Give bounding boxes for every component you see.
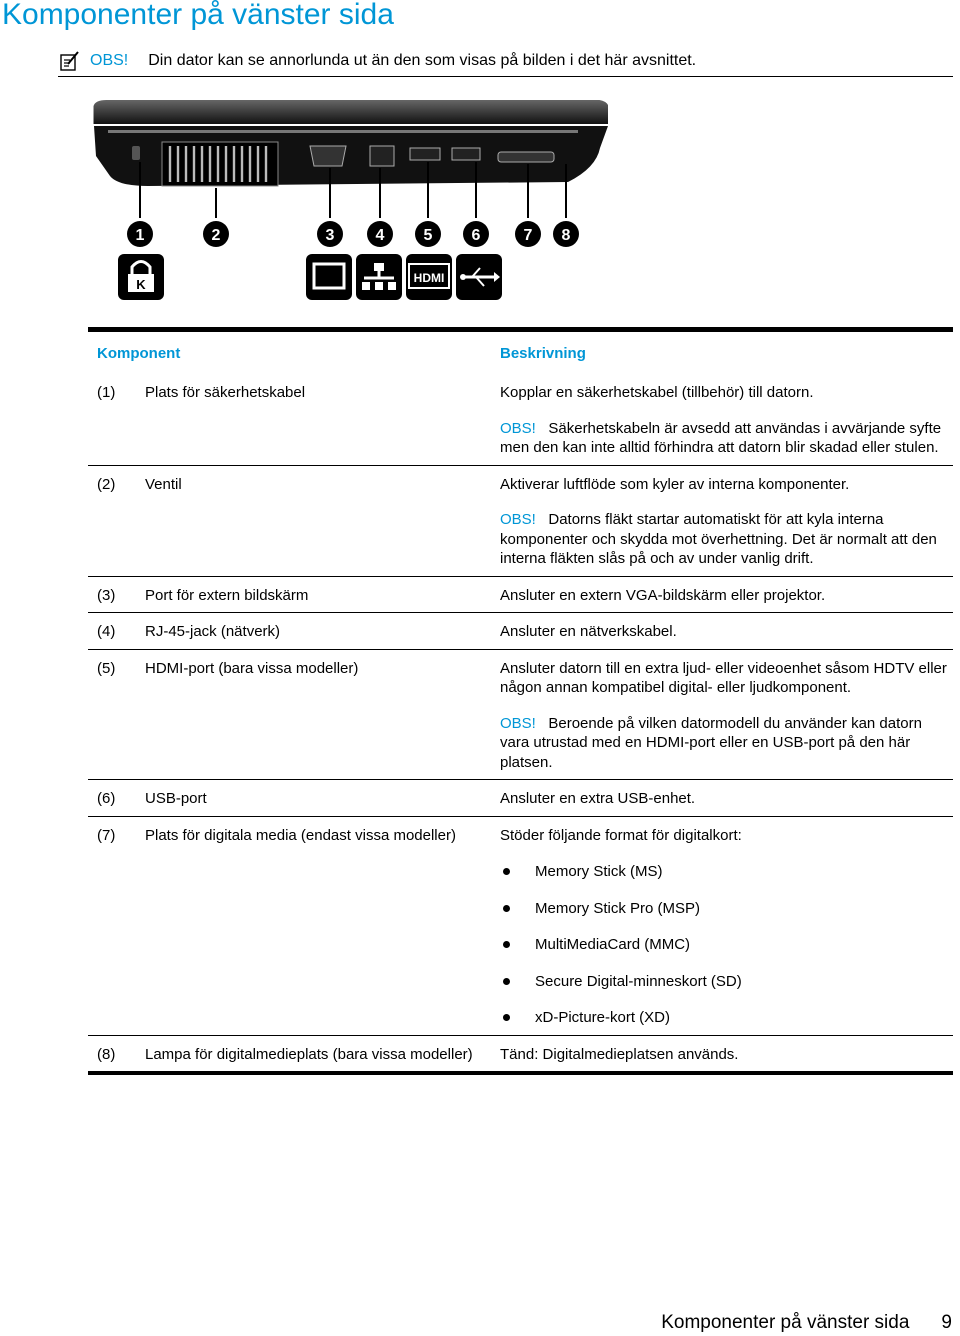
row-number: (6) [97,790,116,807]
description-text: Ansluter datorn till en extra ljud- eller videoenhet såsom HDTV eller någon annan kompatibel digital- eller ljudkomponent. [500,659,947,696]
row-component: Lampa för digitalmedieplats (bara vissa modeller) [145,1045,473,1063]
svg-text:3: 3 [325,227,335,244]
note-icon [58,50,80,72]
page-title: Komponenter på vänster sida [2,0,394,31]
description-text: Kopplar en säkerhetskabel (tillbehör) till datorn. [500,384,814,401]
security-slot [132,146,140,160]
lock-icon [118,254,164,300]
svg-text:8: 8 [561,227,571,244]
divider [58,76,953,77]
row-description [500,659,953,773]
svg-text:1: 1 [135,227,145,244]
header-description: Beskrivning [500,344,586,362]
hdmi-icon [406,254,452,300]
row-component: HDMI-port (bara vissa modeller) [145,659,359,677]
table-row [88,650,953,781]
row-note [500,510,947,569]
laptop-left-side-figure [88,96,608,306]
row-component: Plats för digitala media (endast vissa modeller) [145,826,456,844]
note-text: Beroende på vilken datormodell du använder kan datorn vara utrustad med en HDMI-port eller en USB-port på den här platsen. [500,714,922,771]
row-number: (5) [97,659,116,677]
row-description [500,826,953,1028]
row-number: (7) [97,826,116,844]
note-label: OBS! [90,52,129,69]
media-slot [498,152,554,162]
list-item: MultiMediaCard (MMC) [500,935,947,955]
svg-text:7: 7 [523,227,533,244]
note-label: OBS! [500,419,536,437]
table-row [88,466,953,577]
note-label: OBS! [500,714,536,732]
row-number: (2) [97,475,116,493]
hdmi-port [410,148,440,160]
row-description: Ansluter en nätverkskabel. [500,623,677,640]
usb-icon [456,254,502,300]
table-header [88,332,953,374]
header-component: Komponent [97,344,181,362]
rj45-port [370,146,394,166]
laptop-lid [94,100,608,124]
table-row [88,613,953,650]
row-description: Ansluter en extern VGA-bildskärm eller projektor. [500,586,826,604]
page-number: 9 [941,1312,952,1333]
component-table [88,327,953,1075]
card-format-list [500,862,947,1028]
row-number: (8) [97,1045,116,1063]
table-row [88,374,953,466]
top-note [58,50,696,72]
svg-text:4: 4 [375,227,385,244]
row-note [500,419,947,458]
vent [162,142,278,186]
note-text: Din dator kan se annorlunda ut än den som visas på bilden i det här avsnittet. [148,52,697,69]
row-number: (3) [97,586,116,604]
vga-port [310,146,346,166]
usb-port [452,148,480,160]
note-text: Säkerhetskabeln är avsedd att användas i avvärjande syfte men den kan inte alltid förhindra att datorn blir skadad eller stulen. [500,419,942,456]
svg-text:2: 2 [211,227,221,244]
svg-text:6: 6 [471,227,481,244]
network-icon [356,254,402,300]
list-item: Memory Stick Pro (MSP) [500,899,947,919]
row-number: (1) [97,384,116,401]
table-row [88,780,953,817]
list-item: Memory Stick (MS) [500,862,947,882]
monitor-icon [306,254,352,300]
note-text: Datorns fläkt startar automatiskt för att kyla interna komponenter och skydda mot överhettning. Det är normalt att den interna fläkten slås på och av under vanlig drift. [500,511,937,567]
svg-text:5: 5 [423,227,433,244]
description-text: Stöder följande format för digitalkort: [500,826,742,844]
row-description [500,475,953,569]
row-component: RJ-45-jack (nätverk) [145,623,281,640]
row-component: Ventil [145,475,182,493]
row-number: (4) [97,623,116,640]
note-label: OBS! [500,511,536,528]
table-row [88,577,953,614]
table-row [88,1036,953,1076]
footer-section: Komponenter på vänster sida [661,1312,910,1333]
row-description: Tänd: Digitalmedieplatsen används. [500,1045,739,1063]
row-component: Plats för säkerhetskabel [145,384,306,401]
callouts [127,221,579,247]
list-item: xD-Picture-kort (XD) [500,1008,947,1028]
description-text: Aktiverar luftflöde som kyler av interna komponenter. [500,475,850,493]
page-footer [661,1312,952,1334]
row-component: USB-port [145,790,207,807]
svg-text:K: K [136,277,146,292]
svg-text:HDMI: HDMI [413,271,445,285]
table-row [88,817,953,1036]
row-description: Ansluter en extra USB-enhet. [500,790,696,807]
row-component: Port för extern bildskärm [145,586,309,604]
row-description [500,383,953,458]
row-note [500,714,947,773]
list-item: Secure Digital-minneskort (SD) [500,972,947,992]
